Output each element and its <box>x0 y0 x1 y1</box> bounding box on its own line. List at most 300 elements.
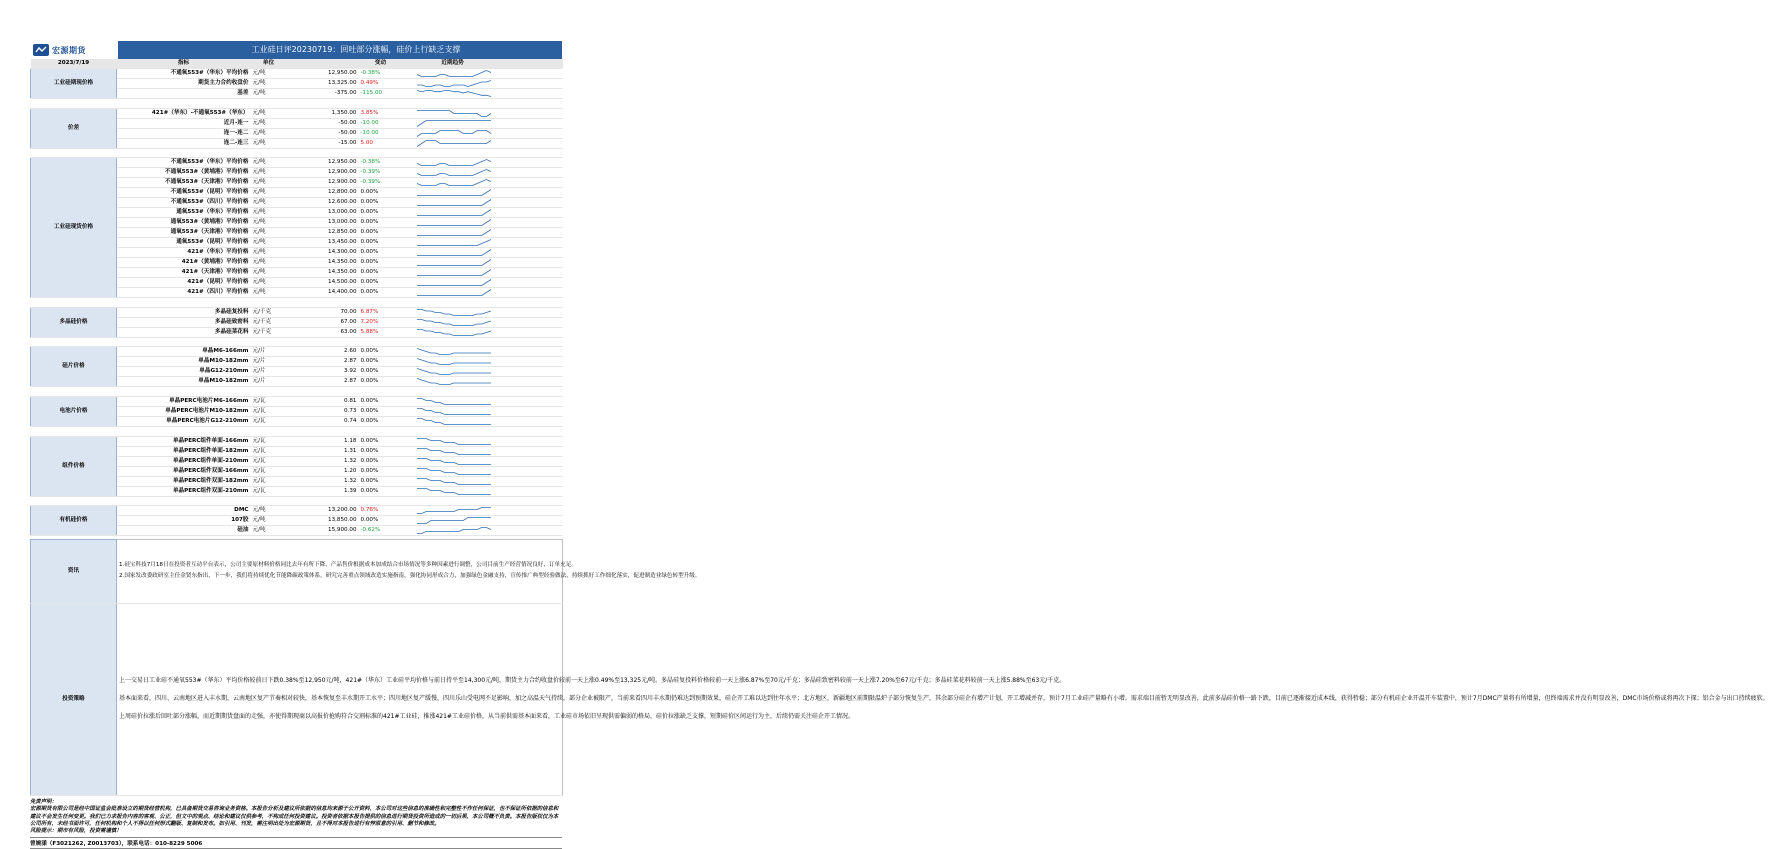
price-table <box>30 59 563 536</box>
indicator-change: 0.00% <box>359 476 403 486</box>
trend-line <box>417 419 491 425</box>
news-label: 资讯 <box>31 540 117 604</box>
trend-cell <box>413 278 493 288</box>
indicator-price: 1.39 <box>287 486 359 496</box>
section-spacer-cell <box>31 337 563 347</box>
trend-line <box>417 319 491 325</box>
trend-cell <box>413 456 493 466</box>
indicator-unit: 元/吨 <box>251 268 287 278</box>
trend-cell <box>413 178 493 188</box>
row-gap <box>403 327 413 337</box>
section-label: 组件价格 <box>31 436 117 496</box>
section-label: 多晶硅价格 <box>31 307 117 337</box>
row-tail <box>493 526 563 536</box>
trend-line <box>417 379 491 385</box>
trend-sparkline <box>415 89 493 98</box>
row-gap <box>403 506 413 516</box>
indicator-change: 7.20% <box>359 317 403 327</box>
row-gap <box>403 417 413 427</box>
trend-sparkline <box>415 119 493 128</box>
trend-line <box>417 409 491 415</box>
trend-sparkline <box>415 347 493 356</box>
row-tail <box>493 89 563 99</box>
indicator-name: 期货主力合约收盘价 <box>117 79 251 89</box>
row-tail <box>493 436 563 446</box>
indicator-name: 不通氧553#（昆明）平均价格 <box>117 188 251 198</box>
row-tail <box>493 307 563 317</box>
header-price <box>287 59 359 69</box>
trend-sparkline <box>415 158 493 167</box>
trend-cell <box>413 248 493 258</box>
row-tail <box>493 407 563 417</box>
indicator-unit: 元/吨 <box>251 188 287 198</box>
row-gap <box>403 446 413 456</box>
trend-sparkline <box>415 318 493 327</box>
row-tail <box>493 417 563 427</box>
trend-cell <box>413 69 493 79</box>
row-tail <box>493 506 563 516</box>
trend-line <box>417 230 491 236</box>
indicator-unit: 元/吨 <box>251 228 287 238</box>
indicator-price: 2.60 <box>287 347 359 357</box>
trend-cell <box>413 526 493 536</box>
indicator-unit: 元/吨 <box>251 526 287 536</box>
indicator-unit: 元/瓦 <box>251 486 287 496</box>
trend-cell <box>413 307 493 317</box>
indicator-unit: 元/片 <box>251 377 287 387</box>
indicator-change: 0.00% <box>359 218 403 228</box>
section-spacer-cell <box>31 148 563 158</box>
indicator-change: 0.00% <box>359 278 403 288</box>
section-spacer <box>31 427 563 437</box>
indicator-change: 0.00% <box>359 446 403 456</box>
trend-cell <box>413 377 493 387</box>
row-gap <box>403 486 413 496</box>
row-tail <box>493 79 563 89</box>
row-gap <box>403 128 413 138</box>
trend-cell <box>413 466 493 476</box>
indicator-unit: 元/吨 <box>251 198 287 208</box>
indicator-price: 1,350.00 <box>287 108 359 118</box>
trend-sparkline <box>415 516 493 525</box>
indicator-change: 0.00% <box>359 268 403 278</box>
trend-cell <box>413 268 493 278</box>
row-gap <box>403 317 413 327</box>
row-tail <box>493 347 563 357</box>
row-tail <box>493 357 563 367</box>
row-gap <box>403 307 413 317</box>
strategy-paragraph-2: 基本面来看，四川、云南地区进入丰水期，云南地区复产节奏相对较快，基本恢复至丰水期开工水平；四川地区复产缓慢，四川乐山受电网不足影响，加之高温天气持续，部分企业被限产，当前来看四川丰水期仍难达到预期效果，硅企开工难以达到往年水平；北方地区，新疆地区前期限温炉子部分恢复生产，其余部分硅企有增产计划，开工增减并存，预计7月工业硅产量略有小增。需求端目前暂无明显改善，此前多晶硅价格一路下跌，目前已逐渐接近成本线，获得暂稳；部分有机硅企业开温开车装置中，预计7月DMC产量将有所增量，但终端需求并没有明显改善，DMC市场价格或将再次下探；铝合金与出口持续疲软。 <box>119 695 1769 703</box>
indicator-price: 12,950.00 <box>287 69 359 79</box>
strategy-label: 投资策略 <box>31 604 117 796</box>
indicator-change: -0.38% <box>359 158 403 168</box>
indicator-change: 6.87% <box>359 307 403 317</box>
section-spacer <box>31 148 563 158</box>
section-spacer <box>31 387 563 397</box>
row-gap <box>403 118 413 128</box>
indicator-price: 14,300.00 <box>287 248 359 258</box>
section-label: 工业硅期现价格 <box>31 69 117 99</box>
row-tail <box>493 178 563 188</box>
trend-sparkline <box>415 437 493 446</box>
indicator-unit: 元/吨 <box>251 248 287 258</box>
trend-cell <box>413 89 493 99</box>
table-row <box>31 158 563 168</box>
indicator-price: 0.73 <box>287 407 359 417</box>
strategy-row <box>31 604 563 796</box>
table-row <box>31 307 563 317</box>
row-gap <box>403 208 413 218</box>
section-spacer-cell <box>31 298 563 308</box>
trend-line <box>417 448 491 454</box>
indicator-change: -115.00 <box>359 89 403 99</box>
trend-line <box>417 488 491 494</box>
section-spacer <box>31 337 563 347</box>
indicator-unit: 元/瓦 <box>251 417 287 427</box>
strategy-paragraph-3: 上周硅价拉涨后回吐部分涨幅，而近期期货盘面的走强，亦使得期现商以高报价抢购符合交割标准的421#工业硅，推涨421#工业硅价格，从当前供需基本面来看，工业硅市场依旧呈现供需偏弱的格局，硅价拉涨缺乏支撑，短期硅价区间运行为主，后续仍需关注硅企开工情况。 <box>119 713 854 721</box>
table-row <box>31 397 563 407</box>
row-tail <box>493 258 563 268</box>
trend-cell <box>413 357 493 367</box>
trend-cell <box>413 446 493 456</box>
trend-sparkline <box>415 397 493 406</box>
risk-warning: 风险提示：期市有风险，投资需谨慎！ <box>30 828 122 835</box>
trend-line <box>417 260 491 266</box>
indicator-price: -375.00 <box>287 89 359 99</box>
indicator-name: 单晶PERC电池片M10-182mm <box>117 407 251 417</box>
trend-sparkline <box>415 308 493 317</box>
indicator-unit: 元/吨 <box>251 138 287 148</box>
trend-cell <box>413 506 493 516</box>
trend-sparkline <box>415 278 493 287</box>
indicator-price: 13,200.00 <box>287 506 359 516</box>
trend-cell <box>413 288 493 298</box>
indicator-change: -0.62% <box>359 526 403 536</box>
trend-line <box>417 438 491 444</box>
indicator-price: 1.20 <box>287 466 359 476</box>
indicator-unit: 元/吨 <box>251 516 287 526</box>
row-gap <box>403 228 413 238</box>
row-tail <box>493 466 563 476</box>
indicator-unit: 元/吨 <box>251 118 287 128</box>
trend-sparkline <box>415 487 493 496</box>
indicator-unit: 元/吨 <box>251 178 287 188</box>
indicator-name: 421#（天津港）平均价格 <box>117 268 251 278</box>
indicator-price: -50.00 <box>287 128 359 138</box>
indicator-change: 0.00% <box>359 357 403 367</box>
indicator-change: 0.00% <box>359 347 403 357</box>
news-content <box>117 540 701 604</box>
section-label: 工业硅现货价格 <box>31 158 117 298</box>
trend-cell <box>413 258 493 268</box>
indicator-unit: 元/瓦 <box>251 456 287 466</box>
trend-line <box>417 81 491 87</box>
section-label: 价差 <box>31 108 117 148</box>
indicator-unit: 元/吨 <box>251 69 287 79</box>
section-spacer-cell <box>31 99 563 109</box>
row-gap <box>403 198 413 208</box>
table-header-row <box>31 59 563 69</box>
trend-sparkline <box>415 477 493 486</box>
row-gap <box>403 218 413 228</box>
row-gap <box>403 436 413 446</box>
company-logo-text: 宏源期货 <box>52 45 86 55</box>
trend-sparkline <box>415 506 493 515</box>
trend-cell <box>413 486 493 496</box>
row-tail <box>493 397 563 407</box>
indicator-change: 0.00% <box>359 198 403 208</box>
row-tail <box>493 188 563 198</box>
trend-line <box>417 200 491 206</box>
trend-line <box>417 280 491 286</box>
row-gap <box>403 367 413 377</box>
indicator-name: 107胶 <box>117 516 251 526</box>
indicator-price: 13,325.00 <box>287 79 359 89</box>
indicator-price: 1.18 <box>287 436 359 446</box>
trend-cell <box>413 476 493 486</box>
row-gap <box>403 476 413 486</box>
indicator-price: 12,900.00 <box>287 168 359 178</box>
indicator-price: 0.81 <box>287 397 359 407</box>
disclaimer-title: 免责声明： <box>30 799 57 806</box>
section-spacer <box>31 496 563 506</box>
indicator-change: 0.00% <box>359 417 403 427</box>
row-tail <box>493 476 563 486</box>
indicator-unit: 元/瓦 <box>251 446 287 456</box>
trend-sparkline <box>415 447 493 456</box>
trend-line <box>417 250 491 256</box>
indicator-unit: 元/吨 <box>251 128 287 138</box>
indicator-price: -15.00 <box>287 138 359 148</box>
indicator-name: 通氧553#（昆明）平均价格 <box>117 238 251 248</box>
indicator-unit: 元/吨 <box>251 238 287 248</box>
indicator-price: 12,850.00 <box>287 228 359 238</box>
indicator-change: 0.00% <box>359 466 403 476</box>
indicator-change: 0.00% <box>359 436 403 446</box>
indicator-change: 3.85% <box>359 108 403 118</box>
trend-line <box>417 240 491 246</box>
indicator-change: 0.00% <box>359 248 403 258</box>
row-gap <box>403 258 413 268</box>
table-row <box>31 436 563 446</box>
indicator-price: 13,000.00 <box>287 208 359 218</box>
row-tail <box>493 158 563 168</box>
indicator-name: 单晶PERC电池片M6-166mm <box>117 397 251 407</box>
indicator-unit: 元/吨 <box>251 168 287 178</box>
trend-sparkline <box>415 129 493 138</box>
news-paragraph-1: 1.硅宝科技7月18日在投资者互动平台表示，公司主要原材料价格同比去年有所下降，产品售价根据成本加成结合市场情况等多种因素进行调整，公司目前生产经营情况良好，订单充足。 <box>119 561 577 568</box>
trend-sparkline <box>415 467 493 476</box>
trend-sparkline <box>415 248 493 257</box>
indicator-price: 1.32 <box>287 476 359 486</box>
indicator-name: 单晶PERC组件单面-182mm <box>117 446 251 456</box>
trend-line <box>417 220 491 226</box>
trend-sparkline <box>415 109 493 118</box>
row-gap <box>403 347 413 357</box>
indicator-price: 13,850.00 <box>287 516 359 526</box>
strategy-paragraph-1: 上一交易日工业硅不通氧553#（华东）平均价格较前日下跌0.38%至12,950元/吨，421#（华东）工业硅平均价格与前日持平至14,300元/吨，期货主力合约收盘价较前一天上涨0.49%至13,325元/吨。多晶硅复投料价格较前一天上涨6.87%至70元/千克；多晶硅致密料较前一天上涨7.20%至67元/千克；多晶硅菜花料较前一天上涨5.88%至63元/千克。 <box>119 676 1066 684</box>
trend-line <box>417 270 491 276</box>
row-gap <box>403 238 413 248</box>
indicator-name: 通氧553#（天津港）平均价格 <box>117 228 251 238</box>
trend-cell <box>413 208 493 218</box>
table-row <box>31 506 563 516</box>
row-tail <box>493 367 563 377</box>
indicator-name: 连一-连二 <box>117 128 251 138</box>
trend-line <box>417 170 491 176</box>
trend-cell <box>413 228 493 238</box>
header-gap <box>403 59 413 69</box>
report-page <box>30 41 1769 849</box>
indicator-price: 14,500.00 <box>287 278 359 288</box>
indicator-unit: 元/瓦 <box>251 476 287 486</box>
indicator-price: 63.00 <box>287 327 359 337</box>
row-tail <box>493 238 563 248</box>
indicator-price: 3.92 <box>287 367 359 377</box>
trend-cell <box>413 238 493 248</box>
indicator-price: 1.32 <box>287 456 359 466</box>
report-title: 工业硅日评20230719：回吐部分涨幅，硅价上行缺乏支撑 <box>251 45 461 54</box>
row-tail <box>493 118 563 128</box>
trend-sparkline <box>415 228 493 237</box>
row-gap <box>403 456 413 466</box>
row-gap <box>403 466 413 476</box>
trend-sparkline <box>415 69 493 78</box>
indicator-name: 通氧553#（黄埔港）平均价格 <box>117 218 251 228</box>
trend-line <box>417 518 491 524</box>
strategy-content <box>117 604 1769 796</box>
text-table <box>30 539 1769 796</box>
row-gap <box>403 168 413 178</box>
trend-sparkline <box>415 168 493 177</box>
row-gap <box>403 138 413 148</box>
indicator-price: -50.00 <box>287 118 359 128</box>
indicator-name: 近月-连一 <box>117 118 251 128</box>
indicator-name: 单晶PERC组件双面-210mm <box>117 486 251 496</box>
indicator-price: 2.87 <box>287 377 359 387</box>
news-paragraph-2: 2.国家发改委政研室主任金贤东指出，下一步，我们将持续优化节能降碳政策体系，研究完善重点领域改造实施指南，强化协同形成合力，加强绿色金融支持，宣传推广典型经验做法，持续抓好工作细化落实，促进制造业绿色转型升级。 <box>119 572 701 579</box>
indicator-change: 0.00% <box>359 486 403 496</box>
trend-line <box>417 210 491 216</box>
indicator-name: 通氧553#（华东）平均价格 <box>117 208 251 218</box>
indicator-unit: 元/瓦 <box>251 397 287 407</box>
row-gap <box>403 397 413 407</box>
row-gap <box>403 178 413 188</box>
trend-sparkline <box>415 198 493 207</box>
indicator-name: 不通氧553#（四川）平均价格 <box>117 198 251 208</box>
indicator-unit: 元/吨 <box>251 506 287 516</box>
indicator-name: 单晶G12-210mm <box>117 367 251 377</box>
row-tail <box>493 456 563 466</box>
analyst-contact: 曾婉漾（F3021262, Z0013703），联系电话：010-8229 5006 <box>30 837 562 849</box>
indicator-name: 不通氧553#（黄埔港）平均价格 <box>117 168 251 178</box>
row-gap <box>403 526 413 536</box>
section-label: 硅片价格 <box>31 347 117 387</box>
header-unit: 单位 <box>251 59 287 69</box>
indicator-change: -0.39% <box>359 178 403 188</box>
indicator-change: -10.00 <box>359 128 403 138</box>
row-gap <box>403 377 413 387</box>
indicator-name: 单晶M6-166mm <box>117 347 251 357</box>
header-date: 2023/7/19 <box>31 59 117 69</box>
row-tail <box>493 208 563 218</box>
trend-line <box>417 329 491 335</box>
indicator-change: 0.00% <box>359 516 403 526</box>
indicator-change: -0.38% <box>359 69 403 79</box>
trend-cell <box>413 347 493 357</box>
trend-line <box>417 399 491 405</box>
indicator-name: 单晶PERC组件双面-166mm <box>117 466 251 476</box>
indicator-name: 421#（华东）-不通氧553#（华东） <box>117 108 251 118</box>
section-spacer-cell <box>31 387 563 397</box>
header-change: 变动 <box>359 59 403 69</box>
trend-line <box>417 359 491 365</box>
indicator-unit: 元/吨 <box>251 218 287 228</box>
row-tail <box>493 288 563 298</box>
indicator-name: 单晶PERC组件单面-166mm <box>117 436 251 446</box>
indicator-change: 0.00% <box>359 228 403 238</box>
indicator-name: 421#（华东）平均价格 <box>117 248 251 258</box>
indicator-unit: 元/片 <box>251 347 287 357</box>
indicator-unit: 元/吨 <box>251 288 287 298</box>
row-tail <box>493 278 563 288</box>
trend-sparkline <box>415 357 493 366</box>
trend-cell <box>413 327 493 337</box>
indicator-price: 1.31 <box>287 446 359 456</box>
indicator-unit: 元/千克 <box>251 317 287 327</box>
indicator-price: 14,350.00 <box>287 268 359 278</box>
row-tail <box>493 218 563 228</box>
indicator-unit: 元/吨 <box>251 89 287 99</box>
indicator-change: 5.00 <box>359 138 403 148</box>
indicator-name: 不通氧553#（天津港）平均价格 <box>117 178 251 188</box>
row-gap <box>403 278 413 288</box>
company-logo-icon <box>33 44 49 56</box>
indicator-name: 不通氧553#（华东）平均价格 <box>117 158 251 168</box>
indicator-name: 单晶M10-182mm <box>117 357 251 367</box>
trend-cell <box>413 128 493 138</box>
indicator-name: 421#（四川）平均价格 <box>117 288 251 298</box>
indicator-name: 421#（昆明）平均价格 <box>117 278 251 288</box>
indicator-unit: 元/片 <box>251 357 287 367</box>
indicator-price: 12,950.00 <box>287 158 359 168</box>
trend-cell <box>413 188 493 198</box>
indicator-unit: 元/吨 <box>251 158 287 168</box>
trend-cell <box>413 367 493 377</box>
row-gap <box>403 407 413 417</box>
indicator-unit: 元/吨 <box>251 278 287 288</box>
indicator-name: 单晶PERC组件双面-182mm <box>117 476 251 486</box>
row-tail <box>493 268 563 278</box>
indicator-price: 2.87 <box>287 357 359 367</box>
indicator-change: 5.88% <box>359 327 403 337</box>
header-indicator: 指标 <box>117 59 251 69</box>
trend-line <box>417 309 491 315</box>
indicator-change: -0.39% <box>359 168 403 178</box>
trend-line <box>417 508 491 514</box>
row-gap <box>403 248 413 258</box>
row-tail <box>493 108 563 118</box>
disclaimer-body: 宏源期货有限公司是经中国证监会批准设立的期货经营机构，已具备期货交易咨询业务资格。本报告分析及建议所依据的信息均来源于公开资料，本公司对这些信息的准确性和完整性不作任何保证，也不保证所依据的信息和建议不会发生任何变更。我们已力求报告内容的客观、公正，但文中的观点、结论和建议仅供参考，不构成任何投资建议。投资者依据本报告提供的信息进行期货投资所造成的一切后果，本公司概不负责。本报告版权仅为本公司所有，未经书面许可，任何机构和个人不得以任何形式翻版、复制和发布。如引用、刊发，需注明出处为宏源期货，且不得对本报告进行有悖原意的引用、删节和修改。 <box>30 806 559 827</box>
section-label: 有机硅价格 <box>31 506 117 536</box>
trend-cell <box>413 108 493 118</box>
indicator-name: 不通氧553#（华东）平均价格 <box>117 69 251 79</box>
trend-cell <box>413 198 493 208</box>
trend-cell <box>413 138 493 148</box>
indicator-change: 0.00% <box>359 367 403 377</box>
trend-sparkline <box>415 457 493 466</box>
indicator-name: DMC <box>117 506 251 516</box>
